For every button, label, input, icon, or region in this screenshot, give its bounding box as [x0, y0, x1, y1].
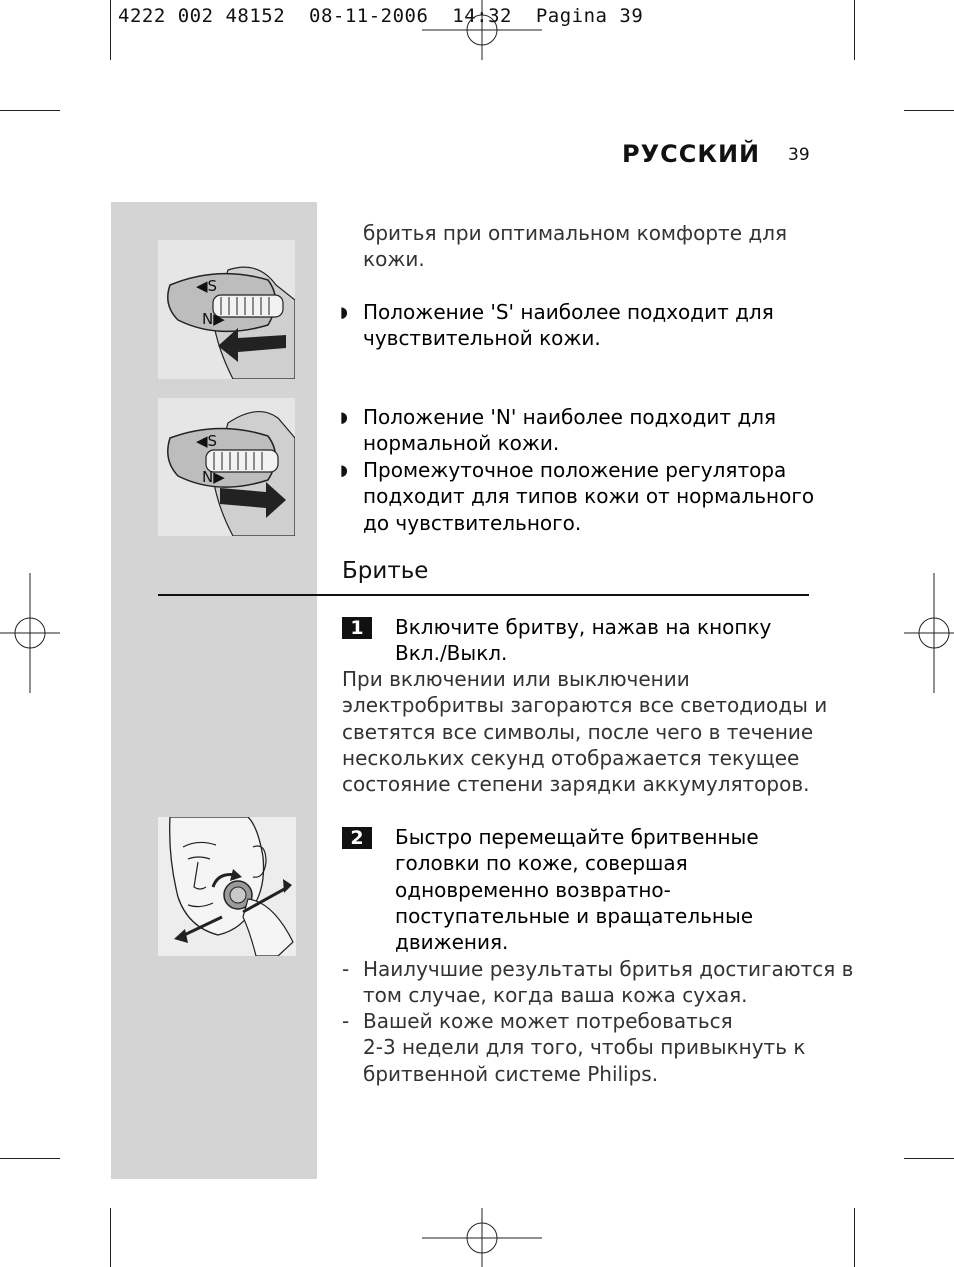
registration-mark-icon — [904, 573, 954, 693]
text-line: чувствительной кожи. — [363, 326, 601, 351]
crop-mark — [110, 0, 111, 60]
text-line: электробритвы загораются все светодиоды и — [342, 693, 828, 718]
print-header: 4222 002 48152 08-11-2006 14:32 Pagina 39 — [118, 5, 644, 27]
text-line: Включите бритву, нажав на кнопку — [395, 615, 772, 639]
crop-mark — [0, 110, 60, 111]
step1-text — [395, 614, 771, 667]
step2-text — [395, 824, 759, 955]
text-line: 2-3 недели для того, чтобы привыкнуть к — [363, 1035, 806, 1060]
text-line: поступательные и вращательные — [395, 903, 754, 928]
text-line: кожи. — [363, 247, 425, 272]
text-line: до чувствительного. — [363, 510, 582, 535]
tip-text — [363, 956, 853, 1009]
crop-mark — [854, 1208, 855, 1267]
step-number-badge: 2 — [342, 827, 372, 849]
crop-mark — [0, 1158, 60, 1159]
text-line: светятся все символы, после чего в течение — [342, 719, 814, 744]
text-line: головки по коже, совершая — [395, 851, 688, 876]
label-s: ◀S — [196, 277, 218, 295]
text-line: подходит для типов кожи от нормального — [363, 484, 815, 509]
illustration-shaving-face — [158, 817, 296, 956]
bullet-n-text — [363, 404, 776, 457]
bullet-icon: ◗ — [340, 408, 348, 426]
text-line: бритья при оптимальном комфорте для — [363, 221, 788, 245]
registration-mark-icon — [422, 1208, 542, 1267]
text-line: Промежуточное положение регулятора — [363, 458, 787, 482]
illustration-s-position — [158, 240, 295, 379]
registration-mark-icon — [0, 573, 60, 693]
crop-mark — [904, 110, 954, 111]
label-s: ◀S — [196, 432, 218, 450]
text-line: Вкл./Выкл. — [395, 641, 508, 666]
text-line: одновременно возвратно- — [395, 877, 671, 902]
page-number: 39 — [788, 145, 810, 165]
text-line: Положение 'N' наиболее подходит для — [363, 405, 777, 429]
text-line: Быстро перемещайте бритвенные — [395, 825, 759, 849]
label-n: N▶ — [202, 310, 225, 328]
step-number-badge: 1 — [342, 617, 372, 639]
text-line: При включении или выключении — [342, 667, 690, 691]
label-n: N▶ — [202, 468, 225, 486]
text-line: нормальной кожи. — [363, 431, 560, 456]
crop-mark — [854, 0, 855, 60]
text-line: состояние степени зарядки аккумуляторов. — [342, 772, 810, 797]
bullet-s-text — [363, 299, 774, 352]
tip-text — [363, 1008, 805, 1087]
tip-dash: - — [342, 1009, 350, 1033]
text-line: нескольких секунд отображается текущее — [342, 745, 800, 770]
bullet-icon: ◗ — [340, 461, 348, 479]
step1-note — [342, 666, 827, 797]
section-divider — [158, 594, 809, 596]
crop-mark — [110, 1208, 111, 1267]
text-line: движения. — [395, 930, 509, 955]
registration-mark-icon — [422, 0, 542, 60]
text-line: бритвенной системе Philips. — [363, 1061, 659, 1086]
text-line: том случае, когда ваша кожа сухая. — [363, 983, 748, 1008]
illustration-n-position — [158, 398, 295, 536]
crop-mark — [904, 1158, 954, 1159]
text-line: Наилучшие результаты бритья достигаются в — [363, 957, 854, 981]
section-title: Бритье — [342, 558, 429, 584]
bullet-mid-text — [363, 457, 814, 536]
language-heading: РУССКИЙ — [622, 140, 761, 168]
tip-dash: - — [342, 957, 350, 981]
text-line: Вашей коже может потребоваться — [363, 1009, 733, 1033]
intro-text — [363, 220, 787, 273]
text-line: Положение 'S' наиболее подходит для — [363, 300, 774, 324]
bullet-icon: ◗ — [340, 303, 348, 321]
